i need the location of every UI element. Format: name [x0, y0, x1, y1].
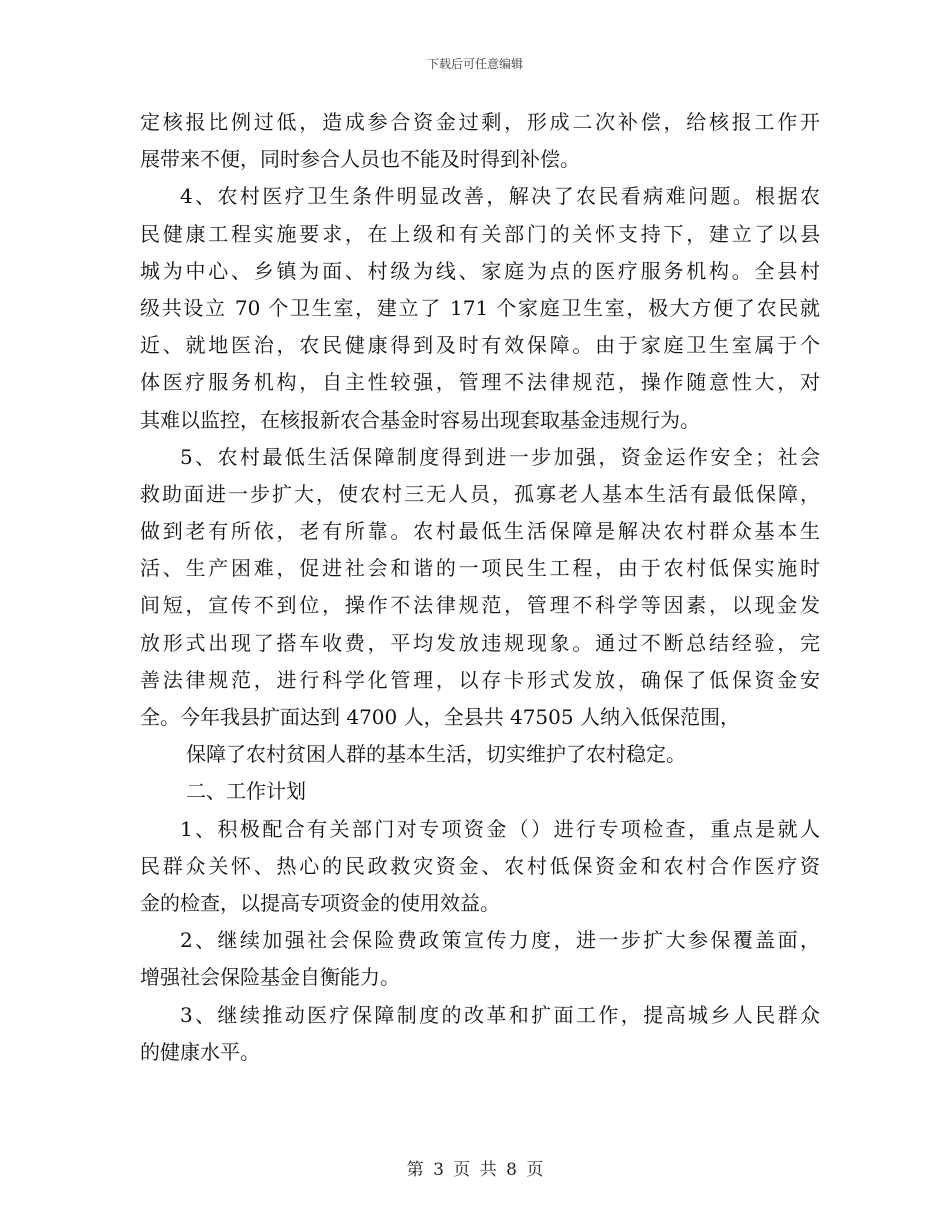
text-line: 放形式出现了搭车收费，平均发放违规现象。通过不断总结经验，完 [140, 630, 820, 655]
text-line: 做到老有所依，老有所靠。农村最低生活保障是解决农村群众基本生 [140, 519, 820, 544]
text-line: 其难以监控，在核报新农合基金时容易出现套取基金违规行为。 [140, 407, 700, 432]
text-line: 活、生产困难，促进社会和谐的一项民生工程，由于农村低保实施时 [140, 556, 820, 581]
text-line: 定核报比例过低，造成参合资金过剩，形成二次补偿，给核报工作开 [140, 110, 820, 134]
text-line: 体医疗服务机构，自主性较强，管理不法律规范，操作随意性大，对 [140, 370, 820, 395]
text-line: 增强社会保险基金自衡能力。 [140, 965, 400, 990]
text-line: 1、积极配合有关部门对专项资金（）进行专项检查，重点是就人 [180, 816, 820, 841]
body-text [140, 104, 820, 1071]
text-line: 城为中心、乡镇为面、村级为线、家庭为点的医疗服务机构。全县村 [140, 258, 820, 283]
text-line: 3、继续推动医疗保障制度的改革和扩面工作，提高城乡人民群众 [180, 1002, 820, 1027]
text-line: 级共设立 70 个卫生室，建立了 171 个家庭卫生室，极大方便了农民就 [140, 295, 820, 320]
text-line: 全。今年我县扩面达到 4700 人，全县共 47505 人纳入低保范围， [140, 705, 740, 729]
text-line: 保障了农村贫困人群的基本生活，切实维护了农村稳定。 [186, 742, 686, 767]
section-heading: 二、工作计划 [186, 779, 306, 804]
text-line: 的健康水平。 [140, 1039, 260, 1064]
text-line: 近、就地医治，农民健康得到及时有效保障。由于家庭卫生室属于个 [140, 333, 820, 358]
text-line: 2、继续加强社会保险费政策宣传力度，进一步扩大参保覆盖面， [180, 928, 820, 953]
text-line: 展带来不便，同时参合人员也不能及时得到补偿。 [140, 147, 580, 172]
text-line: 4、农村医疗卫生条件明显改善，解决了农民看病难问题。根据农 [180, 184, 820, 209]
text-line: 民群众关怀、热心的民政救灾资金、农村低保资金和农村合作医疗资 [140, 853, 820, 878]
text-line: 金的检查，以提高专项资金的使用效益。 [140, 890, 500, 915]
page-header: 下载后可任意编辑 [426, 57, 523, 71]
text-line: 善法律规范，进行科学化管理，以存卡形式发放，确保了低保资金安 [140, 667, 820, 692]
text-line: 间短，宣传不到位，操作不法律规范，管理不科学等因素，以现金发 [140, 593, 820, 618]
text-line: 救助面进一步扩大，使农村三无人员，孤寡老人基本生活有最低保障， [140, 481, 820, 506]
text-line: 5、农村最低生活保障制度得到进一步加强，资金运作安全；社会 [180, 444, 820, 469]
page-footer: 第 3 页 共 8 页 [406, 1160, 544, 1180]
text-line: 民健康工程实施要求，在上级和有关部门的关怀支持下，建立了以县 [140, 221, 820, 246]
